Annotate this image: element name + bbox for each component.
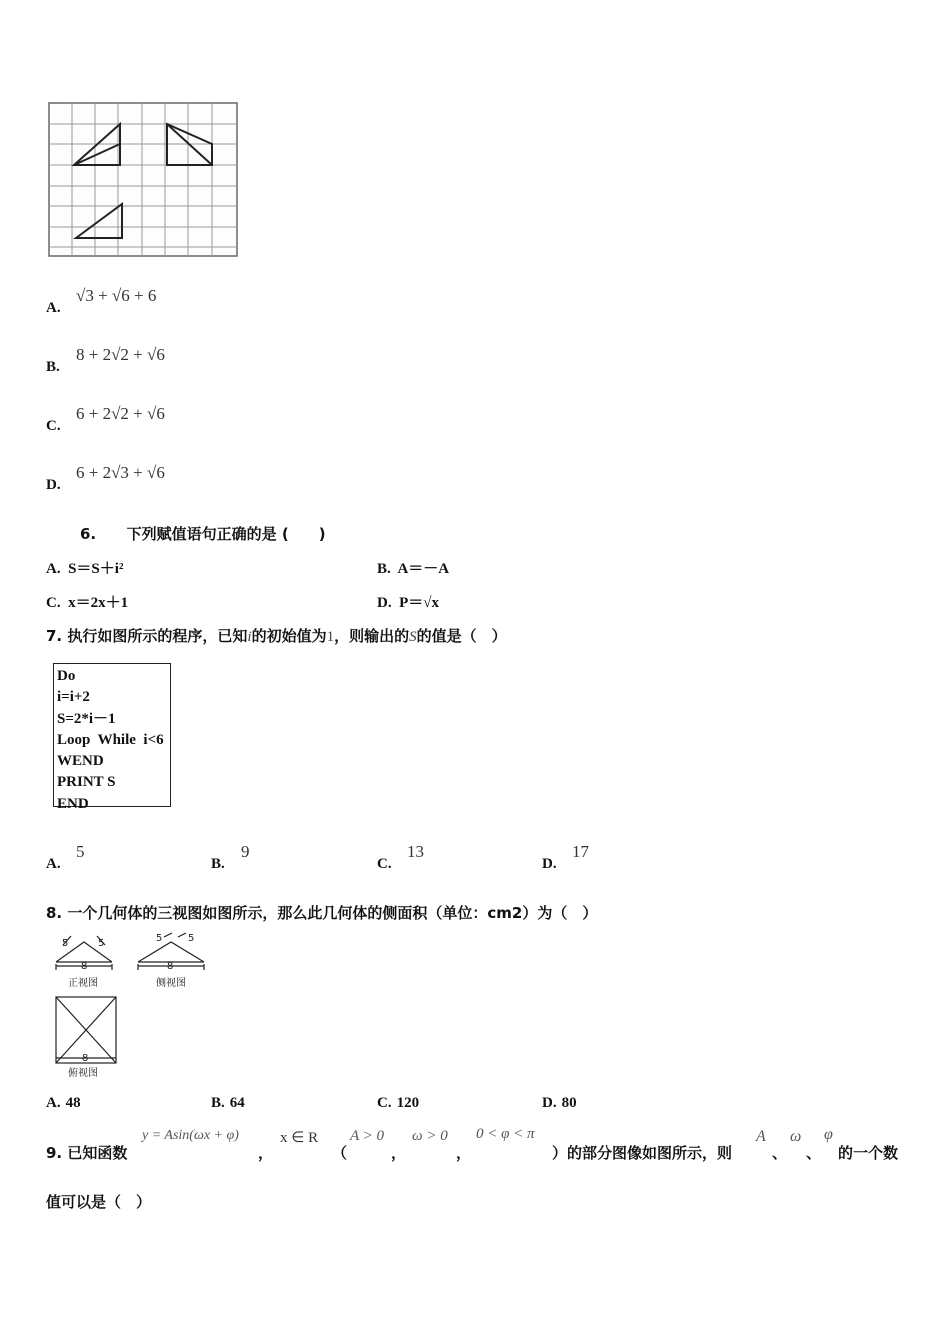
q8-option-d[interactable] xyxy=(542,1095,577,1112)
separator: ， xyxy=(258,1144,274,1162)
q8-option-c[interactable] xyxy=(377,1095,419,1112)
condition-a: A > 0 xyxy=(350,1128,385,1144)
stem-text: 的初始值为 xyxy=(251,627,327,645)
option-value: 17 xyxy=(572,842,589,861)
function-expr: y = Asin(ωx + φ) xyxy=(142,1128,239,1143)
var-s: S xyxy=(409,629,417,645)
option-value: 13 xyxy=(407,842,424,861)
option-letter: A. xyxy=(46,300,61,316)
option-expr: 8 + 2√2 + √6 xyxy=(76,345,165,364)
top-view-caption: 俯视图 xyxy=(68,1068,98,1079)
option-letter: B. xyxy=(211,1095,225,1111)
symbol-phi: φ xyxy=(824,1126,833,1143)
option-letter: C. xyxy=(46,418,61,434)
front-slant-left-label: 5 xyxy=(62,938,69,949)
option-text: P＝√x xyxy=(399,595,439,611)
condition-phi: 0 < φ < π xyxy=(476,1126,535,1142)
code-line: Do xyxy=(57,668,76,684)
option-expr: √3 + √6 + 6 xyxy=(76,286,157,305)
option-letter: A. xyxy=(46,561,61,577)
front-base-label: 8 xyxy=(81,961,88,972)
side-view-caption: 侧视图 xyxy=(156,978,186,989)
option-letter: A. xyxy=(46,856,61,872)
option-text: S＝S＋i² xyxy=(68,561,124,577)
question-number: 8. xyxy=(46,904,63,922)
code-line: PRINT S xyxy=(57,774,116,791)
separator: 、 xyxy=(772,1144,788,1162)
q6-option-d[interactable] xyxy=(377,591,439,612)
side-view-roof xyxy=(138,942,204,962)
question-text: 的一个数 xyxy=(838,1144,899,1162)
program-box xyxy=(53,663,171,812)
top-base-label: 8 xyxy=(82,1053,89,1064)
grid-figure xyxy=(46,100,240,260)
option-letter: C. xyxy=(377,1095,392,1111)
code-line: S=2*i－1 xyxy=(57,710,116,727)
q7-stem xyxy=(46,625,507,646)
option-value: 120 xyxy=(396,1095,420,1111)
option-letter: B. xyxy=(211,856,225,872)
option-value: 80 xyxy=(561,1095,577,1111)
option-text: A＝－A xyxy=(397,561,450,577)
side-base-label: 8 xyxy=(167,961,174,972)
q6-stem xyxy=(80,523,326,544)
option-expr: 6 + 2√3 + √6 xyxy=(76,463,165,482)
stem-text: 执行如图所示的程序，已知 xyxy=(67,627,248,645)
condition-omega: ω > 0 xyxy=(412,1128,448,1144)
option-value: 48 xyxy=(65,1095,81,1111)
option-letter: D. xyxy=(377,595,392,611)
option-value: 64 xyxy=(229,1095,245,1111)
symbol-omega: ω xyxy=(790,1128,802,1145)
option-letter: A. xyxy=(46,1095,61,1111)
front-view-caption: 正视图 xyxy=(68,978,98,989)
q8-option-b[interactable] xyxy=(211,1095,245,1112)
symbol-a: A xyxy=(756,1128,766,1145)
separator: ， xyxy=(391,1144,407,1162)
question-number: 6. xyxy=(80,525,97,543)
question-text: ）的部分图像如图所示，则 xyxy=(552,1144,733,1162)
q6-option-b[interactable] xyxy=(377,557,449,578)
question-text: 一个几何体的三视图如图所示，那么此几何体的侧面积（单位：cm2）为（ ） xyxy=(67,904,598,922)
question-text: 已知函数 xyxy=(67,1144,128,1162)
option-letter: B. xyxy=(377,561,391,577)
initial-value: 1 xyxy=(326,629,335,645)
three-view-figure xyxy=(46,932,216,1082)
option-value: 5 xyxy=(76,842,85,861)
option-letter: D. xyxy=(46,477,61,493)
option-value: 9 xyxy=(241,842,250,861)
paren-open: （ xyxy=(332,1144,348,1162)
option-expr: 6 + 2√2 + √6 xyxy=(76,404,165,423)
q9-stem-line2: 值可以是（ ） xyxy=(46,1193,152,1211)
q8-option-a[interactable] xyxy=(46,1095,81,1112)
separator: 、 xyxy=(806,1144,822,1162)
question-number: 9. xyxy=(46,1144,63,1162)
option-text: x＝2x＋1 xyxy=(68,595,129,611)
var-i: i xyxy=(247,629,252,645)
option-letter: D. xyxy=(542,856,557,872)
q8-stem xyxy=(46,902,597,923)
option-letter: C. xyxy=(46,595,61,611)
q9-stem xyxy=(46,1126,926,1166)
side-slant-right-label: 5 xyxy=(188,933,195,944)
option-letter: C. xyxy=(377,856,392,872)
option-letter: B. xyxy=(46,359,60,375)
separator: ， xyxy=(456,1144,472,1162)
option-letter: D. xyxy=(542,1095,557,1111)
question-number: 7. xyxy=(46,627,63,645)
stem-text: 的值是（ ） xyxy=(416,627,507,645)
q6-option-c[interactable] xyxy=(46,591,128,612)
q6-option-a[interactable] xyxy=(46,557,123,578)
code-line: END xyxy=(57,795,89,812)
question-text: 下列赋值语句正确的是 ( ) xyxy=(126,525,326,543)
code-line: Loop While i<6 xyxy=(57,731,164,748)
side-slant-left-label: 5 xyxy=(156,933,163,944)
code-line: i=i+2 xyxy=(57,689,90,706)
stem-text: ，则输出的 xyxy=(334,627,410,645)
code-line: WEND xyxy=(57,753,104,770)
front-slant-right-label: 5 xyxy=(98,938,105,949)
domain-expr: x ∈ R xyxy=(280,1130,319,1146)
